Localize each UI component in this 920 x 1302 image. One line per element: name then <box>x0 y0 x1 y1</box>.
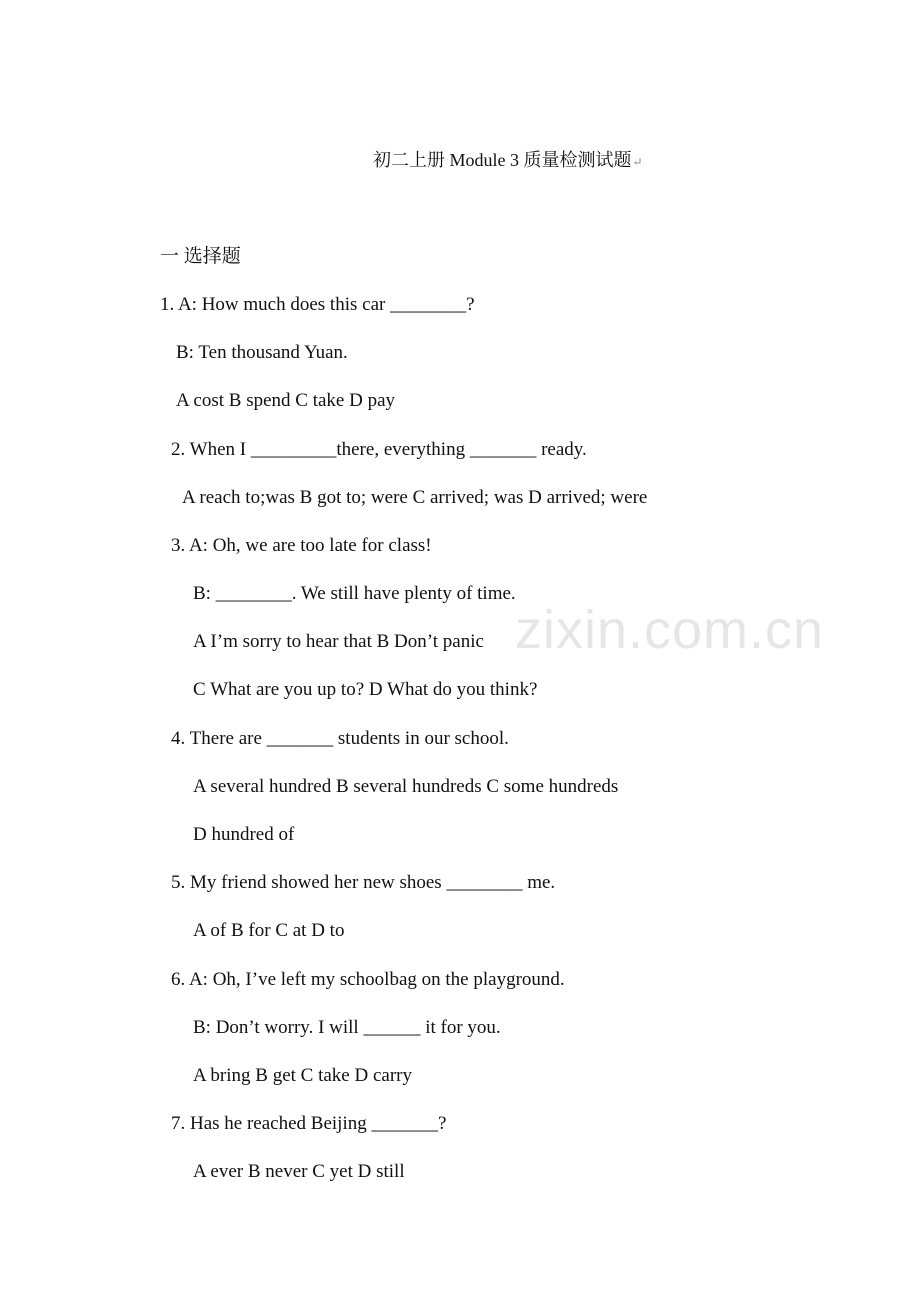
question-2-options: A reach to;was B got to; were C arrived; was D arrived; were <box>182 487 648 508</box>
question-3-response: B: ________. We still have plenty of time. <box>193 583 516 604</box>
question-1: 1. A: How much does this car ________? <box>160 294 475 315</box>
title-text: 初二上册 Module 3 质量检测试题 <box>373 150 632 170</box>
question-3-options-ab: A I’m sorry to hear that B Don’t panic <box>193 631 484 652</box>
section-heading: 一 选择题 <box>160 246 241 267</box>
document-title <box>373 148 643 174</box>
question-5-options: A of B for C at D to <box>193 920 345 941</box>
question-6-response: B: Don’t worry. I will ______ it for you. <box>193 1017 501 1038</box>
question-4: 4. There are _______ students in our school. <box>171 728 509 749</box>
watermark: zixin.com.cn <box>515 600 825 660</box>
question-5: 5. My friend showed her new shoes ________ me. <box>171 872 556 893</box>
question-7-options: A ever B never C yet D still <box>193 1161 405 1182</box>
paragraph-mark-icon: ↵ <box>632 155 643 169</box>
question-1-options: A cost B spend C take D pay <box>176 390 396 411</box>
question-6: 6. A: Oh, I’ve left my schoolbag on the playground. <box>171 969 565 990</box>
question-6-options: A bring B get C take D carry <box>193 1065 412 1086</box>
question-4-option-d: D hundred of <box>193 824 295 845</box>
question-2: 2. When I _________there, everything _______ ready. <box>171 439 587 460</box>
question-1-answer: B: Ten thousand Yuan. <box>176 342 348 363</box>
question-4-options-abc: A several hundred B several hundreds C some hundreds <box>193 776 619 797</box>
question-7: 7. Has he reached Beijing _______? <box>171 1113 447 1134</box>
question-3-options-cd: C What are you up to? D What do you think? <box>193 679 538 700</box>
question-3: 3. A: Oh, we are too late for class! <box>171 535 432 556</box>
